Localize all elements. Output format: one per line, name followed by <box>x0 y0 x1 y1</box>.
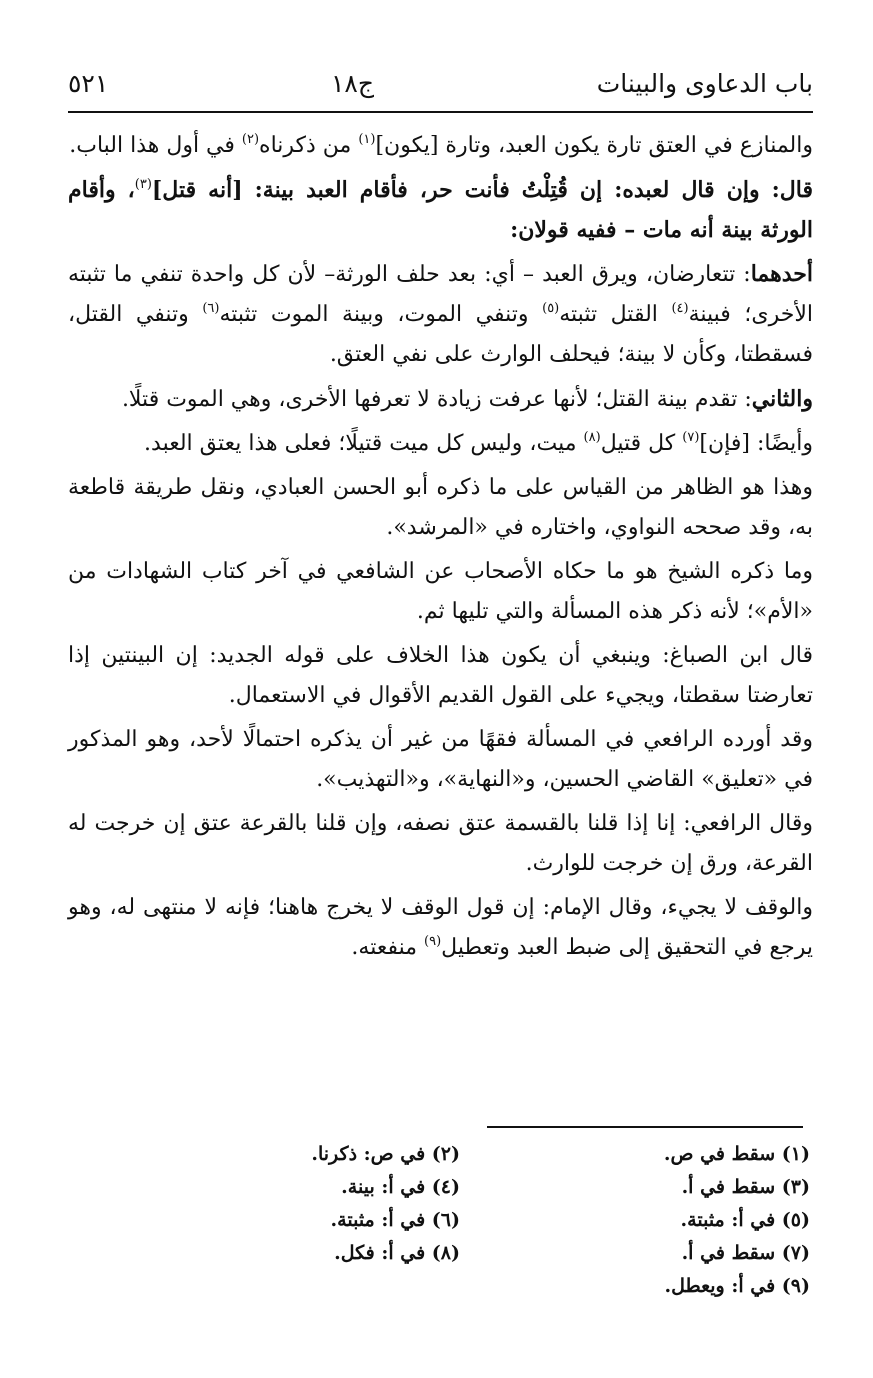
header-rule <box>68 111 813 113</box>
paragraph <box>68 468 813 548</box>
text-run: : تقدم بينة القتل؛ لأنها عرفت زيادة لا تعرفها الأخرى، وهي الموت قتلًا. <box>121 387 752 412</box>
text-run: كل قتيل <box>600 431 683 456</box>
page-number: ٥٢١ <box>68 68 109 98</box>
text-run: وقال الرافعي: إنا إذا قلنا بالقسمة عتق نصفه، وإن قلنا بالقرعة عتق إن خرجت له القرعة، ورق إن خرجت للوارث. <box>68 811 813 876</box>
paragraph <box>68 720 813 800</box>
footnote-item: (٧) سقط في أ. <box>681 1242 810 1264</box>
paragraph <box>68 888 813 968</box>
text-run: من ذكرناه <box>259 133 359 158</box>
footnote-item: (٥) في أ: مثبتة. <box>680 1209 810 1231</box>
text-run: قال: وإن قال لعبده: إن قُتِلْتُ فأنت حر، فأقام العبد بينة: [أنه قتل] <box>151 177 813 203</box>
text-run: : تتعارضان، ويرق العبد – أي: بعد حلف الورثة– لأن كل واحدة تنفي ما تثبته الأخرى؛ فبينة <box>68 262 813 327</box>
paragraph <box>68 170 813 250</box>
footnote-marker: (٤) <box>671 301 689 316</box>
footnote-marker: (٧) <box>682 430 700 445</box>
footnote-item: (١) سقط في ص. <box>663 1143 810 1165</box>
volume-label: ج١٨ <box>331 68 374 98</box>
paragraph <box>68 804 813 884</box>
page-header <box>68 58 813 108</box>
footnote-item: (٤) في أ: بينة. <box>341 1176 460 1198</box>
paragraph <box>68 126 813 166</box>
paragraph <box>68 379 813 420</box>
text-run: والوقف لا يجيء، وقال الإمام: إن قول الوقف لا يخرج هاهنا؛ فإنه لا منتهى له، وهو يرجع في التحقيق إلى ضبط العبد وتعطيل <box>68 895 813 960</box>
text-run: وما ذكره الشيخ هو ما حكاه الأصحاب عن الشافعي في آخر كتاب الشهادات من «الأم»؛ لأنه ذكر هذه المسألة والتي تليها ثم. <box>68 559 813 624</box>
text-run: وهذا هو الظاهر من القياس على ما ذكره أبو الحسن العبادي، ونقل طريقة قاطعة به، وقد صححه النواوي، واختاره في «المرشد». <box>68 475 813 540</box>
footnote-marker: (٦) <box>202 301 220 316</box>
text-run: ، وأقام الورثة بينة أنه مات – ففيه قولان: <box>68 177 813 243</box>
paragraph <box>68 424 813 464</box>
footnotes <box>150 1138 810 1303</box>
main-text <box>68 126 813 972</box>
lead-word: أحدهما <box>750 261 813 287</box>
text-run: ميت، وليس كل ميت قتيلًا؛ فعلى هذا يعتق العبد. <box>144 431 584 456</box>
text-run: في أول هذا الباب. <box>69 133 242 158</box>
text-run: قال ابن الصباغ: وينبغي أن يكون هذا الخلاف على قوله الجديد: إن البينتين إذا تعارضتا سقطتا، ويجيء على القول القديم الأقوال في الاستعمال. <box>68 643 813 708</box>
text-run: القتل تثبته <box>559 302 672 327</box>
footnote-marker: (٥) <box>542 301 560 316</box>
lead-word: والثاني <box>751 386 813 412</box>
footnote-item: (٦) في أ: مثبتة. <box>330 1209 460 1231</box>
footnote-item: (٩) في أ: ويعطل. <box>664 1275 810 1297</box>
footnote-marker: (٨) <box>583 430 601 445</box>
footnote-marker: (٢) <box>241 132 260 147</box>
footnote-marker: (٣) <box>134 177 152 192</box>
footnote-item: (٣) سقط في أ. <box>681 1176 810 1198</box>
text-run: منفعته. <box>351 935 425 960</box>
footnote-marker: (٩) <box>424 934 442 949</box>
footnote-marker: (١) <box>358 132 376 147</box>
running-title: باب الدعاوى والبينات <box>596 68 813 98</box>
text-run: وتنفي الموت، وبينة الموت تثبته <box>219 302 543 327</box>
footnote-item: (٨) في أ: فكل. <box>334 1242 460 1264</box>
paragraph <box>68 254 813 375</box>
text-run: وتنفي القتل، فسقطتا، وكأن لا بينة؛ فيحلف الوارث على نفي العتق. <box>68 302 813 367</box>
text-run: وأيضًا: [فإن] <box>699 431 813 456</box>
footnote-separator <box>487 1126 803 1128</box>
text-run: والمنازع في العتق تارة يكون العبد، وتارة [يكون] <box>375 133 813 158</box>
paragraph <box>68 552 813 632</box>
footnote-item: (٢) في ص: ذكرنا. <box>311 1143 460 1165</box>
text-run: وقد أورده الرافعي في المسألة فقهًا من غير أن يذكره احتمالًا لأحد، وهو المذكور في «تعليق» القاضي الحسين، و«النهاية»، و«التهذيب». <box>68 727 813 792</box>
paragraph <box>68 636 813 716</box>
